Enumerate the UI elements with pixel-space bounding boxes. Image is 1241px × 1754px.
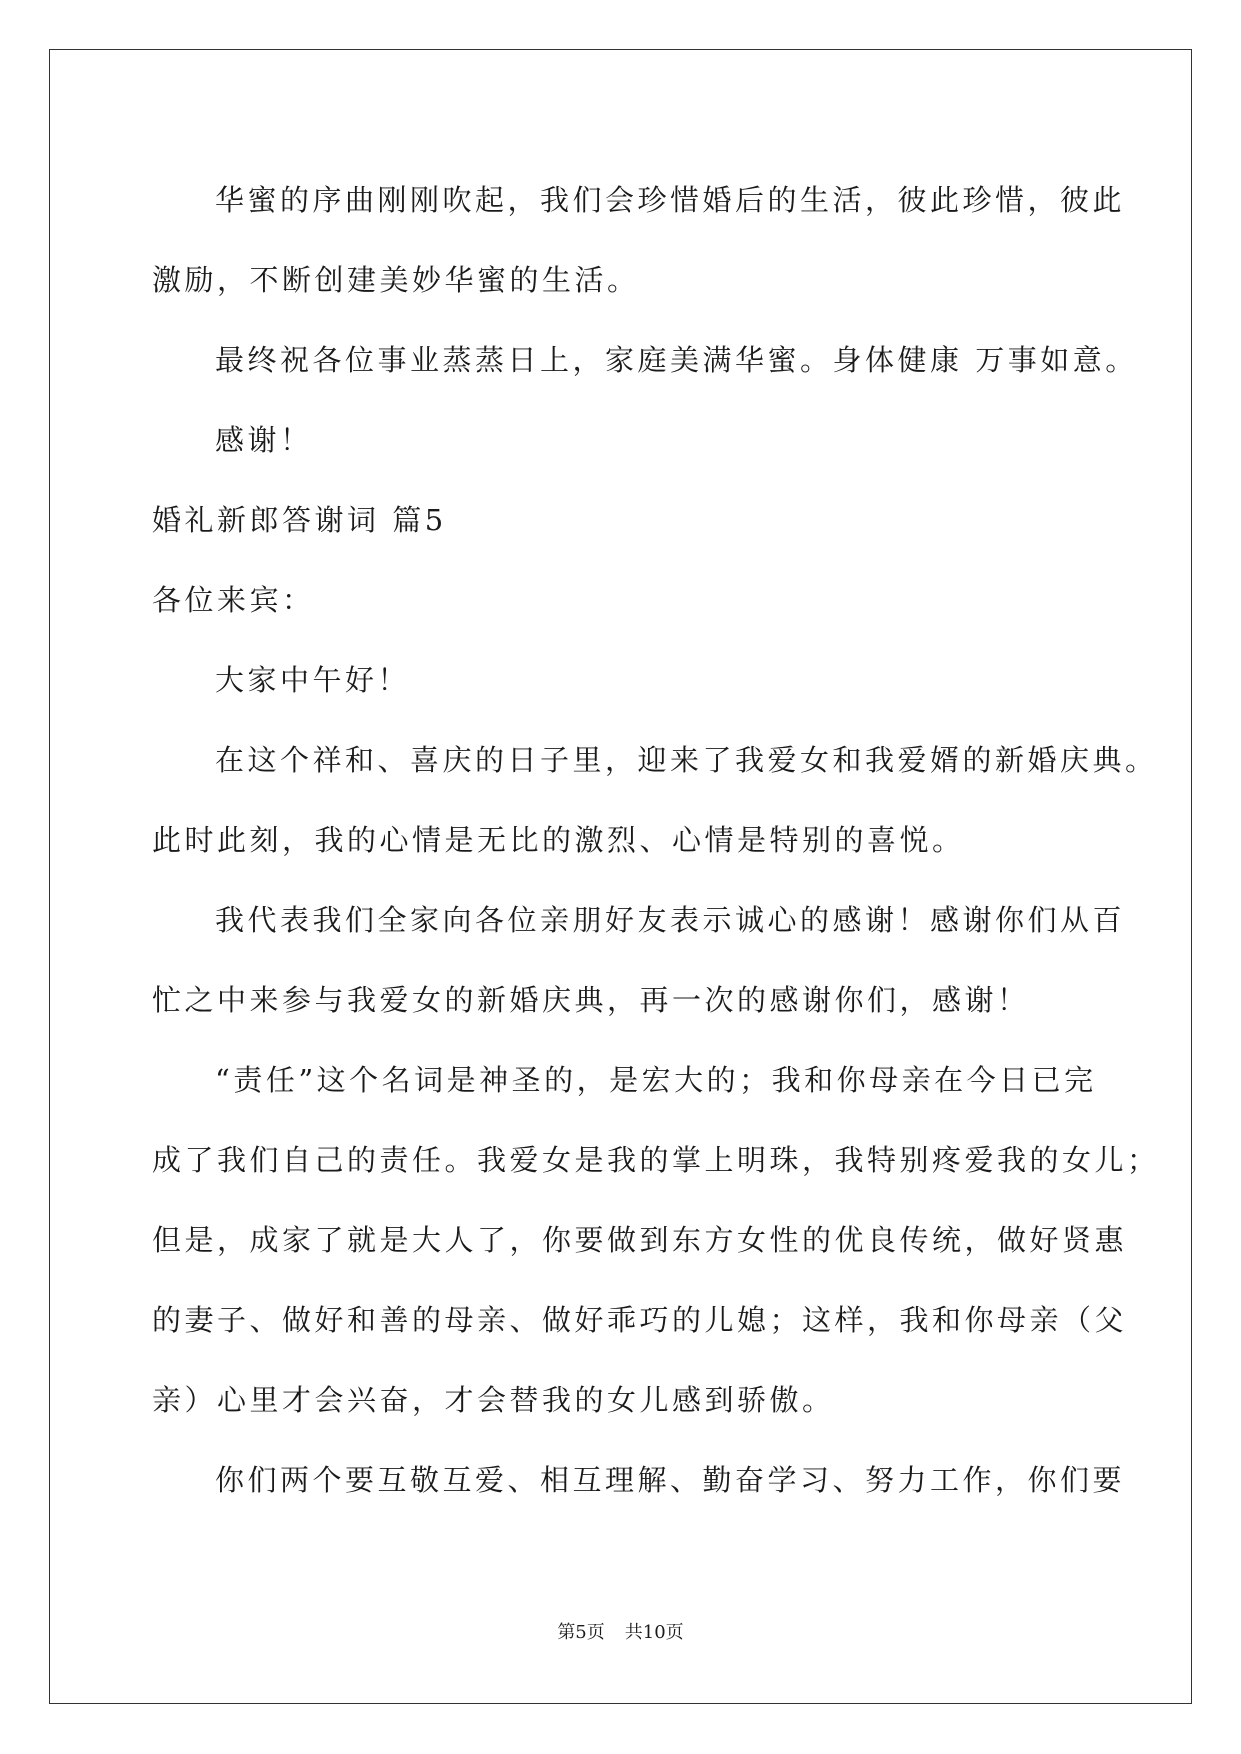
paragraph-line: 但是，成家了就是大人了，你要做到东方女性的优良传统，做好贤惠 — [152, 1223, 1128, 1257]
paragraph-line: 在这个祥和、喜庆的日子里，迎来了我爱女和我爱婿的新婚庆典。 — [215, 743, 1158, 777]
page-total: 共10页 — [624, 1622, 684, 1643]
paragraph-line: 成了我们自己的责任。我爱女是我的掌上明珠，我特别疼爱我的女儿； — [152, 1143, 1160, 1177]
paragraph-line: 感谢！ — [215, 423, 313, 457]
document-body — [152, 160, 1160, 1520]
paragraph-line: 激励，不断创建美妙华蜜的生活。 — [152, 263, 640, 297]
paragraph-line: 大家中午好！ — [215, 663, 411, 697]
salutation: 各位来宾： — [152, 583, 315, 617]
paragraph-line: 你们两个要互敬互爱、相互理解、勤奋学习、努力工作，你们要 — [215, 1463, 1126, 1497]
paragraph-line: 忙之中来参与我爱女的新婚庆典，再一次的感谢你们，感谢！ — [152, 983, 1030, 1017]
paragraph-line: 亲）心里才会兴奋，才会替我的女儿感到骄傲。 — [152, 1383, 835, 1417]
paragraph-line: 华蜜的序曲刚刚吹起，我们会珍惜婚后的生活，彼此珍惜，彼此 — [215, 183, 1126, 217]
paragraph-line: 此时此刻，我的心情是无比的激烈、心情是特别的喜悦。 — [152, 823, 965, 857]
page-number: 第5页 — [557, 1622, 605, 1643]
paragraph-line: 的妻子、做好和善的母亲、做好乖巧的儿媳；这样，我和你母亲（父 — [152, 1303, 1128, 1337]
paragraph-line: 我代表我们全家向各位亲朋好友表示诚心的感谢！感谢你们从百 — [215, 903, 1126, 937]
section-heading: 婚礼新郎答谢词 篇5 — [152, 503, 447, 537]
paragraph-line: 最终祝各位事业蒸蒸日上，家庭美满华蜜。身体健康 万事如意。 — [215, 343, 1138, 377]
page-footer — [0, 1621, 1241, 1645]
paragraph-line: “责任”这个名词是神圣的，是宏大的；我和你母亲在今日已完 — [215, 1063, 1097, 1097]
